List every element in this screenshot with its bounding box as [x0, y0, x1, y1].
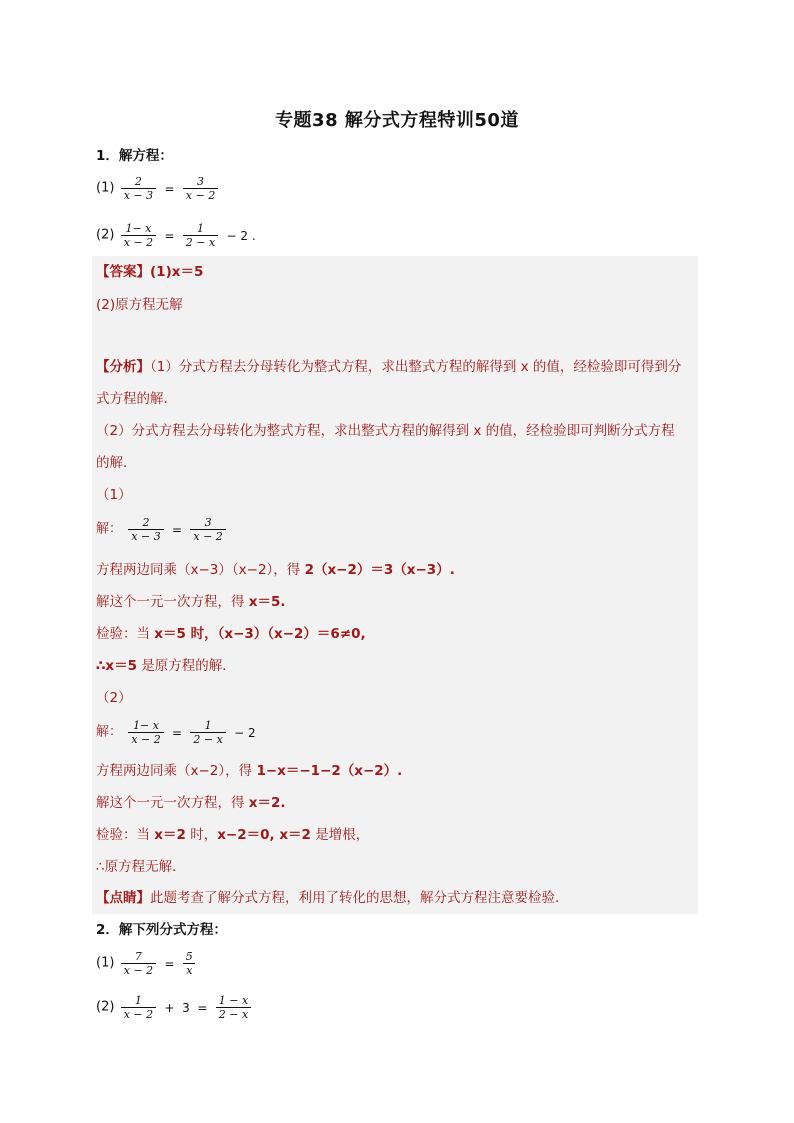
- numerator: 3: [197, 175, 204, 188]
- step-text: 解这个一元一次方程，得: [96, 594, 249, 610]
- equals-sign: =: [172, 725, 183, 740]
- numerator: 1: [134, 994, 142, 1007]
- equals-sign: =: [172, 522, 183, 537]
- solution-2-step-2: [96, 793, 286, 813]
- denominator: 2 − x: [190, 732, 225, 746]
- numerator: 2: [142, 516, 150, 529]
- fraction: [128, 516, 163, 543]
- solution-part-1-label: （1）: [96, 487, 132, 503]
- step-math: 时，（x−3）（x−2）＝6≠0,: [185, 626, 366, 642]
- fraction: [216, 994, 251, 1021]
- numerator: 1− x: [133, 719, 159, 732]
- fraction: [121, 222, 156, 249]
- fraction: [190, 516, 225, 543]
- equals-sign: =: [164, 181, 175, 196]
- step-text: 是原方程的解．: [137, 658, 236, 674]
- part-label: (1): [96, 180, 115, 196]
- question-2-part-1: [96, 950, 198, 977]
- denominator: x − 3: [121, 188, 156, 202]
- numerator: 3: [204, 516, 212, 529]
- part-label: (1): [96, 955, 115, 971]
- part-label: (2): [96, 999, 115, 1015]
- solution-part-2-label: （2）: [96, 690, 132, 706]
- question-1-stem: 1．解方程：: [96, 148, 173, 164]
- solution-prefix: 解：: [96, 521, 123, 537]
- solution-1-step-3: [96, 624, 366, 644]
- step-math: x＝2: [154, 827, 186, 843]
- numerator: 1 − x: [218, 994, 249, 1007]
- equation-middle: + 3 =: [164, 1000, 208, 1015]
- step-math: x＝5: [154, 626, 186, 642]
- solution-prefix: 解：: [96, 724, 123, 740]
- denominator: x − 3: [128, 529, 163, 543]
- solution-1-equation: [96, 516, 228, 543]
- denominator: x − 2: [121, 963, 156, 977]
- step-text: 解这个一元一次方程，得: [96, 795, 249, 811]
- part-label: (2): [96, 227, 115, 243]
- equals-sign: =: [164, 228, 175, 243]
- step-text: 是增根，: [310, 827, 370, 843]
- step-text: 方程两边同乘（x−3）（x−2），得: [96, 562, 305, 578]
- fraction: [183, 950, 196, 977]
- fraction: [121, 994, 156, 1021]
- step-math: x＝2.: [248, 795, 286, 811]
- equals-sign: =: [164, 956, 175, 971]
- numerator: 1: [204, 719, 212, 732]
- analysis-text: （1）分式方程去分母转化为整式方程，求出整式方程的解得到 x 的值，经检验即可得到分: [150, 359, 682, 375]
- numerator: 5: [185, 950, 193, 963]
- solution-1-step-1: [96, 560, 455, 580]
- fraction: [190, 719, 225, 746]
- denominator: x − 2: [121, 235, 156, 249]
- comment-tag: 【点睛】: [96, 890, 150, 906]
- answer-block-background: [92, 256, 698, 914]
- fraction: [128, 719, 163, 746]
- analysis-tag: 【分析】: [96, 359, 150, 375]
- analysis-line-1b: 式方程的解．: [96, 391, 177, 407]
- step-math: x＝5.: [248, 594, 286, 610]
- equation-tail: − 2 .: [226, 228, 256, 243]
- step-text: 时，: [185, 827, 218, 843]
- solution-2-step-4: ∴原方程无解．: [96, 859, 186, 875]
- numerator: 2: [134, 175, 142, 188]
- step-math: 2（x−2）＝3（x−3）.: [304, 562, 455, 578]
- answer-line-1: [96, 262, 203, 282]
- numerator: 7: [134, 950, 142, 963]
- comment-line: [96, 888, 569, 908]
- question-2-stem: 2．解下列分式方程：: [96, 922, 227, 938]
- fraction: [121, 950, 156, 977]
- denominator: x − 2: [121, 1007, 156, 1021]
- question-1-part-2: [96, 222, 258, 249]
- denominator: x − 2: [128, 732, 163, 746]
- analysis-line-2: （2）分式方程去分母转化为整式方程，求出整式方程的解得到 x 的值，经检验即可判断分式方程: [96, 423, 675, 439]
- fraction: [121, 175, 156, 202]
- solution-1-step-2: [96, 592, 286, 612]
- fraction: [183, 175, 218, 202]
- comment-text: 此题考查了解分式方程，利用了转化的思想，解分式方程注意要检验．: [150, 890, 569, 906]
- step-math: 1−x＝−1−2（x−2）.: [256, 763, 403, 779]
- step-text: 方程两边同乘（x−2），得: [96, 763, 257, 779]
- answer-part-1: (1)x＝5: [150, 264, 204, 280]
- denominator: x: [183, 963, 195, 977]
- question-1-part-1: [96, 175, 220, 202]
- step-math: x−2＝0, x＝2: [217, 827, 311, 843]
- fraction: [183, 222, 218, 249]
- question-2-part-2: [96, 994, 253, 1021]
- denominator: 2 − x: [183, 235, 218, 249]
- numerator: 1: [197, 222, 204, 235]
- solution-1-step-4: [96, 656, 236, 676]
- answer-tag: 【答案】: [96, 264, 150, 280]
- denominator: x − 2: [190, 529, 225, 543]
- step-math: ∴x＝5: [96, 658, 137, 674]
- page-title: 专题38 解分式方程特训50道: [275, 110, 519, 131]
- denominator: x − 2: [183, 188, 218, 202]
- solution-2-equation: [96, 719, 258, 746]
- analysis-line-2b: 的解．: [96, 455, 137, 471]
- numerator: 1− x: [125, 222, 152, 235]
- analysis-line-1: [96, 357, 681, 377]
- denominator: 2 − x: [216, 1007, 251, 1021]
- solution-2-step-3: [96, 825, 369, 845]
- equation-tail: − 2: [234, 725, 256, 740]
- solution-2-step-1: [96, 761, 402, 781]
- step-text: 检验：当: [96, 626, 155, 642]
- answer-line-2: (2)原方程无解: [96, 297, 183, 313]
- step-text: 检验：当: [96, 827, 155, 843]
